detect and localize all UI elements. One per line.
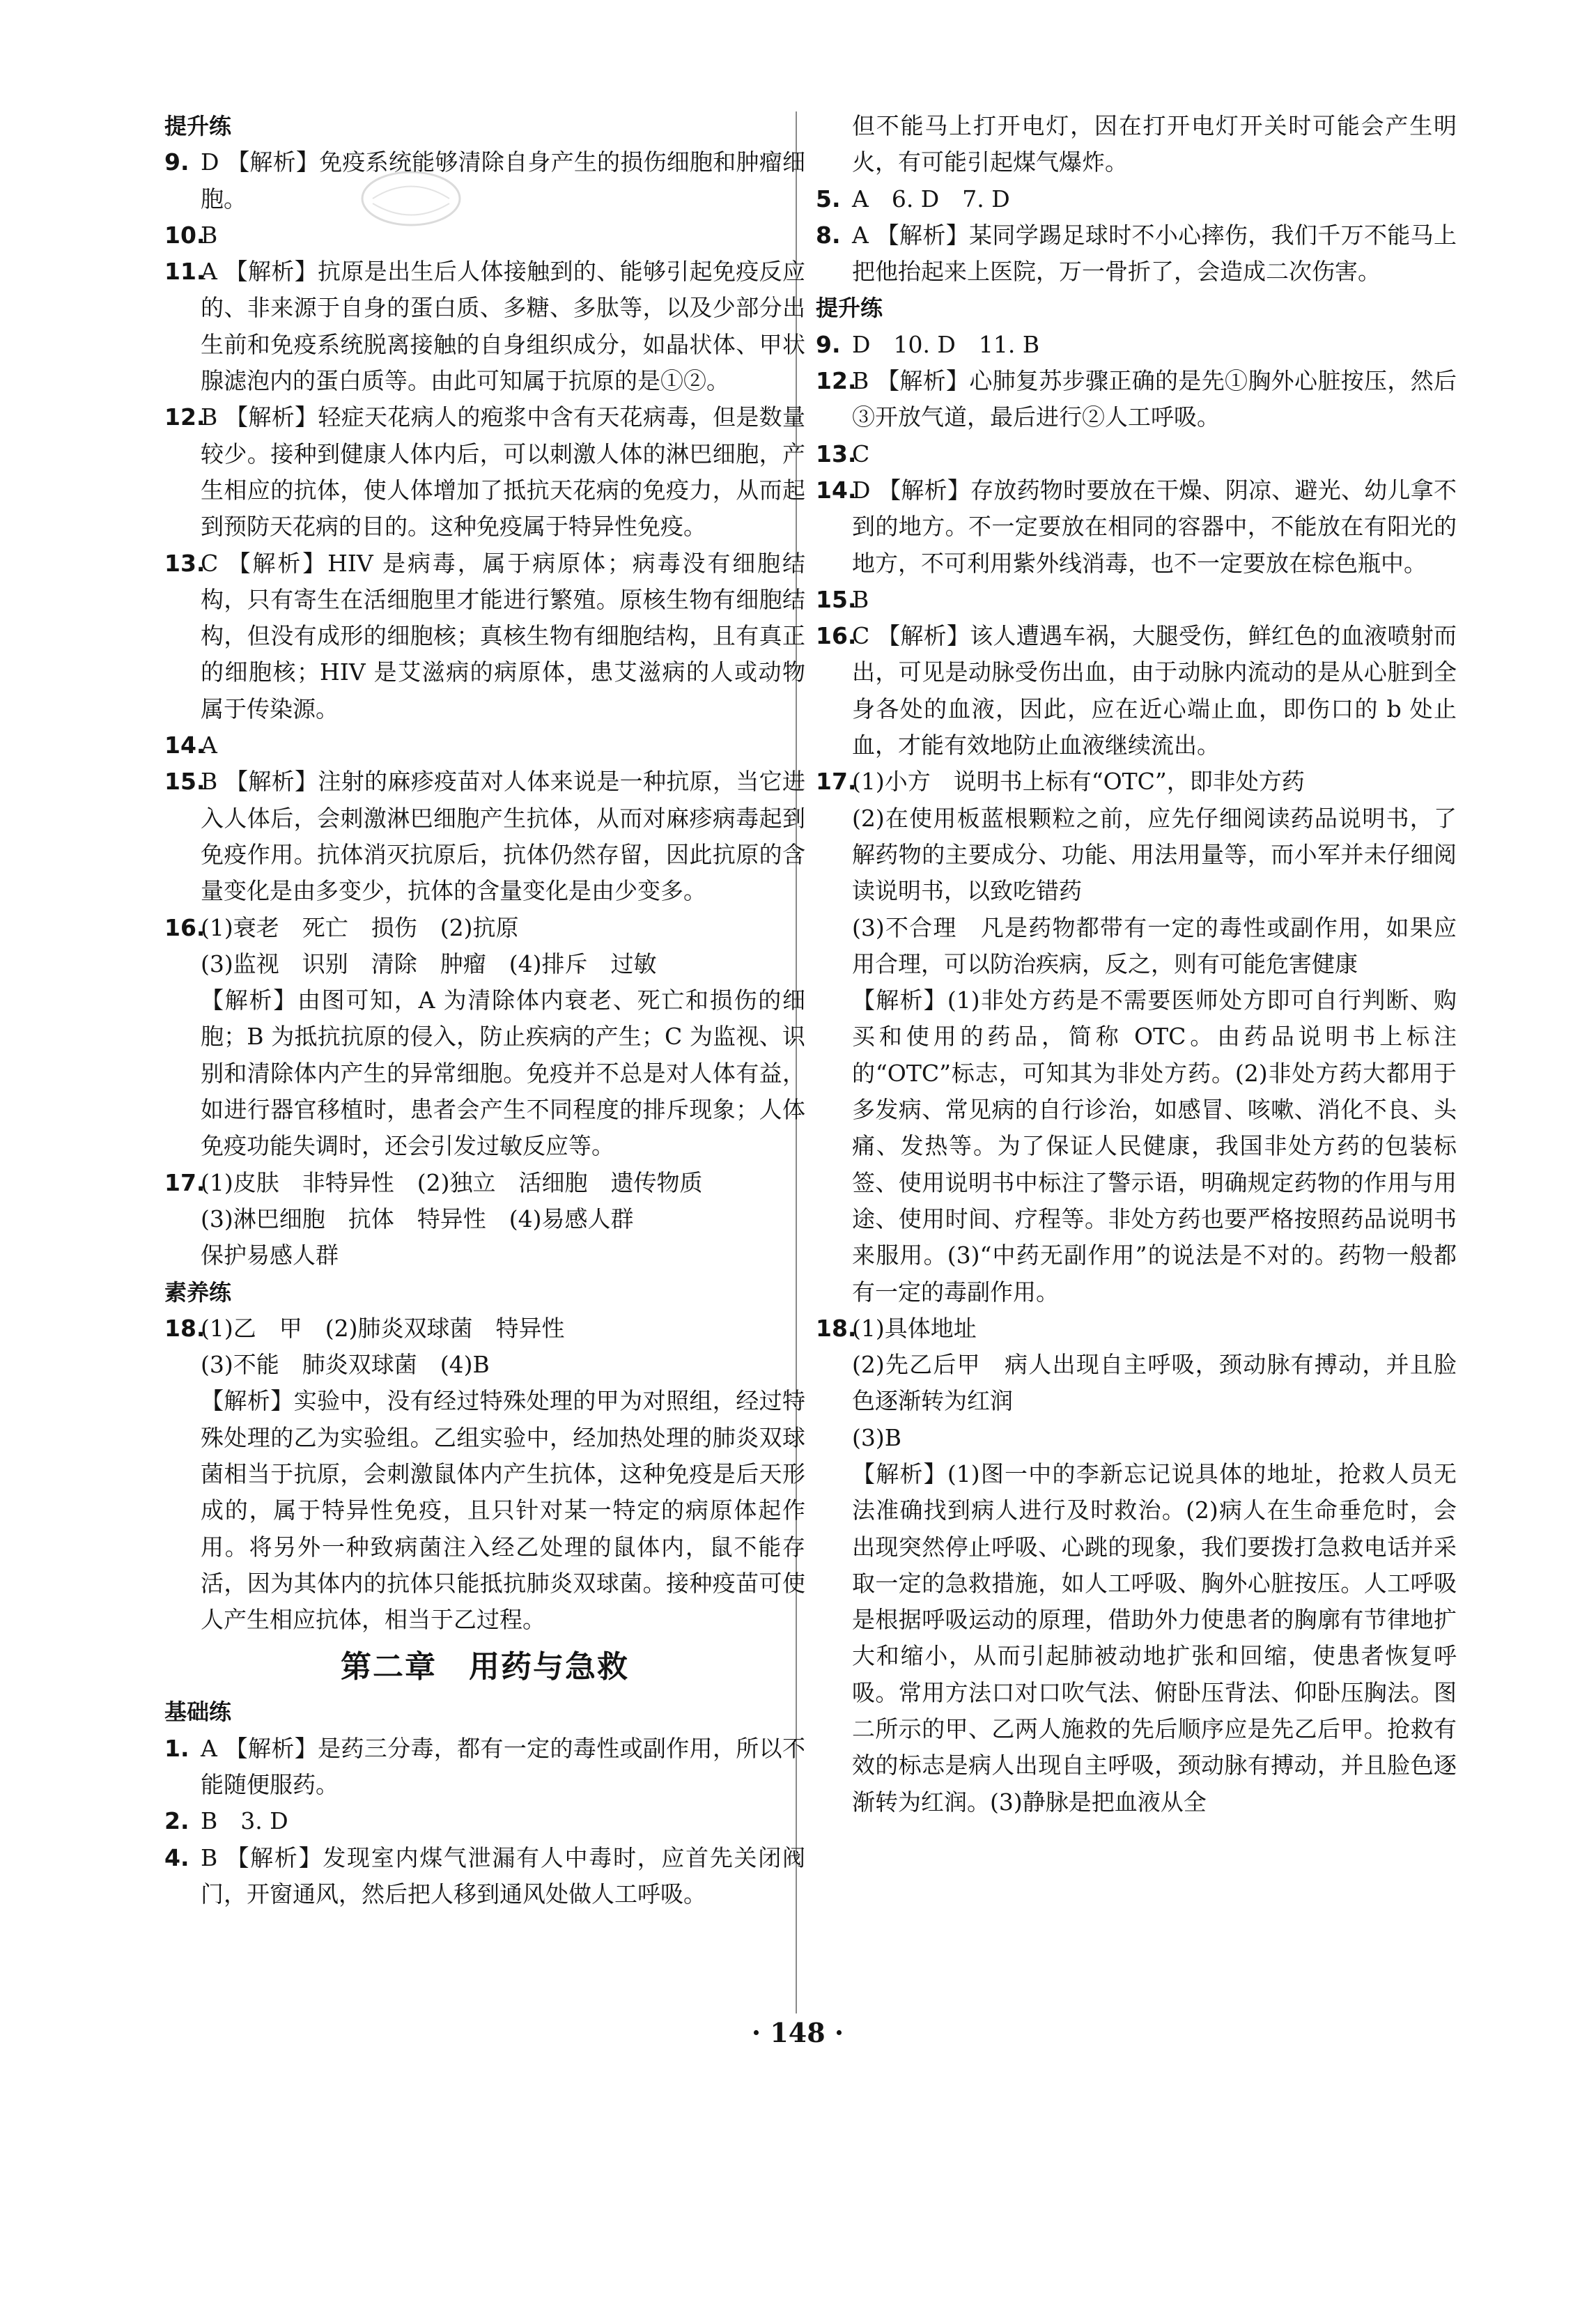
item-analysis: 【解析】(1)非处方药是不需要医师处方即可自行判断、购买和使用的药品，简称 OTC。由药品说明书上标注的“OTC”标志，可知其为非处方药。(2)非处方药大都用于多发病、常见病的自行诊治，如感冒、咳嗽、消化不良、头痛、发热等。为了保证人民健康，我国非处方药的包装标签、使用说明书中标注了警示语，明确规定药物的作用与用途、使用时间、疗程等。非处方药也要严格按照药品说明书来服用。(3)“中药无副作用”的说法是不对的。药物一般都有一定的毒副作用。 [852,987,1457,1306]
item-number: 14. [164,732,206,759]
answer-item-11 [164,254,805,399]
item-text: A [201,732,217,759]
item-continuation: 但不能马上打开电灯，因在打开电灯开关时可能会产生明火，有可能引起煤气爆炸。 [852,112,1457,176]
item-number: 2. [164,1807,189,1835]
answer-item-c16 [816,618,1457,764]
item-number: 18. [164,1314,206,1342]
item-text: A 【解析】是药三分毒，都有一定的毒性或副作用，所以不能随便服药。 [201,1734,805,1799]
answer-item-9 [164,144,805,217]
item-analysis: 【解析】实验中，没有经过特殊处理的甲为对照组，经过特殊处理的乙为实验组。乙组实验中，经加热处理的肺炎双球菌相当于抗原，会刺激鼠体内产生抗体，这种免疫是后天形成的，属于特异性免疫，且只针对某一特定的病原体起作用。将另外一种致病菌注入经乙处理的鼠体内，鼠不能存活，因为其体内的抗体只能抵抗肺炎双球菌。接种疫苗可使人产生相应抗体，相当于乙过程。 [201,1387,805,1634]
item-number: 18. [816,1314,857,1342]
chapter-title: 第二章 用药与急救 [341,1649,629,1685]
item-answer-line: (1)小方 说明书上标有“OTC”，即非处方药 [852,768,1305,796]
item-answer-line: (3)不合理 凡是药物都带有一定的毒性或副作用，如果应用合理，可以防治疾病，反之，则有可能危害健康 [852,913,1457,977]
section-heading-tisheng: 提升练 [164,113,232,139]
item-text: B 【解析】发现室内煤气泄漏有人中毒时，应首先关闭阀门，开窗通风，然后把人移到通风处做人工呼吸。 [201,1843,805,1908]
answer-item-18 [164,1311,805,1347]
item-answer-line: (1)乙 甲 (2)肺炎双球菌 特异性 [201,1314,565,1342]
item-text: B 3. D [201,1807,288,1835]
right-column [816,108,1457,1820]
answer-item-c9 [816,327,1457,363]
item-answer-line: (1)衰老 死亡 损伤 (2)抗原 [201,913,519,941]
item-answer-line: (3)监视 识别 清除 肿瘤 (4)排斥 过敏 [201,950,657,977]
item-answer-line: (1)皮肤 非特异性 (2)独立 活细胞 遗传物质 [201,1168,703,1196]
item-number: 15. [816,585,857,613]
item-answer-line: 保护易感人群 [201,1242,339,1269]
item-answer-line: (1)具体地址 [852,1314,977,1342]
page-number: · 148 · [751,2017,844,2048]
answer-item-c4 [164,1840,805,1913]
item-answer-line: (2)在使用板蓝根颗粒之前，应先仔细阅读药品说明书，了解药物的主要成分、功能、用法用量等，而小军并未仔细阅读说明书，以致吃错药 [852,804,1457,905]
item-answer-line: (3)淋巴细胞 抗体 特异性 (4)易感人群 [201,1205,634,1232]
item-text: A 【解析】抗原是出生后人体接触到的、能够引起免疫反应的、非来源于自身的蛋白质、多糖、多肽等，以及少部分出生前和免疫系统脱离接触的自身组织成分，如晶状体、甲状腺滤泡内的蛋白质等。由此可知属于抗原的是①②。 [201,258,805,395]
item-text: B 【解析】心肺复苏步骤正确的是先①胸外心脏按压，然后③开放气道，最后进行②人工呼吸。 [852,367,1457,431]
answer-item-c18 [816,1311,1457,1347]
item-text: A 【解析】某同学踢足球时不小心摔伤，我们千万不能马上把他抬起来上医院，万一骨折了，会造成二次伤害。 [852,221,1457,286]
item-number: 16. [816,622,857,650]
item-number: 4. [164,1843,189,1871]
item-number: 9. [164,148,189,176]
answer-item-c13 [816,436,1457,472]
answer-item-17 [164,1165,805,1201]
item-analysis: 【解析】由图可知，A 为清除体内衰老、死亡和损伤的细胞；B 为抵抗抗原的侵入，防止疾病的产生；C 为监视、识别和清除体内产生的异常细胞。免疫并不总是对人体有益，如进行器官移植时，患者会产生不同程度的排斥现象；人体免疫功能失调时，还会引发过敏反应等。 [201,987,805,1160]
item-number: 1. [164,1734,189,1762]
answer-item-c1 [164,1731,805,1804]
section-heading-suyang: 素养练 [164,1278,232,1306]
answer-item-c5 [816,181,1457,217]
answer-item-c14 [816,472,1457,582]
answer-item-c8 [816,217,1457,291]
item-number: 14. [816,476,857,504]
item-number: 5. [816,185,841,212]
item-number: 11. [164,258,206,286]
item-text: D 【解析】免疫系统能够清除自身产生的损伤细胞和肿瘤细胞。 [201,148,805,212]
item-text: B 【解析】注射的麻疹疫苗对人体来说是一种抗原，当它进入人体后，会刺激淋巴细胞产生抗体，从而对麻疹病毒起到免疫作用。抗体消灭抗原后，抗体仍然存留，因此抗原的含量变化是由多变少，抗体的含量变化是由少变多。 [201,768,805,905]
item-text: B [201,221,218,249]
item-text: C 【解析】HIV 是病毒，属于病原体；病毒没有细胞结构，只有寄生在活细胞里才能进行繁殖。原核生物有细胞结构，但没有成形的细胞核；真核生物有细胞结构，且有真正的细胞核；HIV 是艾滋病的病原体，患艾滋病的人或动物属于传染源。 [201,549,805,722]
item-answer-line: (3)不能 肺炎双球菌 (4)B [201,1351,490,1379]
section-heading-tisheng: 提升练 [816,295,883,322]
item-number: 12. [164,403,206,431]
item-number: 17. [816,768,857,796]
answer-item-c17 [816,764,1457,800]
item-text: D 【解析】存放药物时要放在干燥、阴凉、避光、幼儿拿不到的地方。不一定要放在相同的容器中，不能放在有阳光的地方，不可利用紫外线消毒，也不一定要放在棕色瓶中。 [852,476,1457,577]
answer-item-c12 [816,363,1457,436]
item-number: 8. [816,221,841,249]
item-number: 16. [164,913,206,941]
item-number: 9. [816,330,841,358]
section-heading-jichu: 基础练 [164,1699,232,1726]
item-text: B 【解析】轻症天花病人的疱浆中含有天花病毒，但是数量较少。接种到健康人体内后，可以刺激人体的淋巴细胞，产生相应的抗体，使人体增加了抵抗天花病的免疫力，从而起到预防天花病的目的。这种免疫属于特异性免疫。 [201,403,805,541]
item-text: D 10. D 11. B [852,330,1040,358]
item-number: 12. [816,367,857,395]
answer-item-16 [164,910,805,946]
item-text: C [852,440,870,467]
item-number: 17. [164,1168,206,1196]
answer-item-14 [164,727,805,764]
answer-item-13 [164,546,805,727]
item-number: 13. [816,440,857,467]
answer-item-10 [164,217,805,254]
item-answer-line: (3)B [852,1423,901,1451]
item-number: 13. [164,549,206,577]
answer-item-c15 [816,582,1457,618]
answer-item-c2 [164,1803,805,1839]
answer-item-12 [164,399,805,545]
item-number: 10. [164,221,206,249]
item-text: B [852,585,869,613]
answer-item-15 [164,764,805,909]
item-text: A 6. D 7. D [852,185,1010,212]
item-number: 15. [164,768,206,796]
item-answer-line: (2)先乙后甲 病人出现自主呼吸，颈动脉有搏动，并且脸色逐渐转为红润 [852,1351,1457,1415]
item-analysis: 【解析】(1)图一中的李新忘记说具体的地址，抢救人员无法准确找到病人进行及时救治。(2)病人在生命垂危时，会出现突然停止呼吸、心跳的现象，我们要拨打急救电话并采取一定的急救措施，如人工呼吸、胸外心脏按压。人工呼吸是根据呼吸运动的原理，借助外力使患者的胸廓有节律地扩大和缩小，从而引起肺被动地扩张和回缩，使患者恢复呼吸。常用方法口对口吹气法、俯卧压背法、仰卧压胸法。图二所示的甲、乙两人施救的先后顺序应是先乙后甲。抢救有效的标志是病人出现自主呼吸，颈动脉有搏动，并且脸色逐渐转为红润。(3)静脉是把血液从全 [852,1460,1457,1816]
left-column [164,108,805,1912]
item-text: C 【解析】该人遭遇车祸，大腿受伤，鲜红色的血液喷射而出，可见是动脉受伤出血，由于动脉内流动的是从心脏到全身各处的血液，因此，应在近心端止血，即伤口的 b 处止血，才能有效地防止血液继续流出。 [852,622,1457,759]
